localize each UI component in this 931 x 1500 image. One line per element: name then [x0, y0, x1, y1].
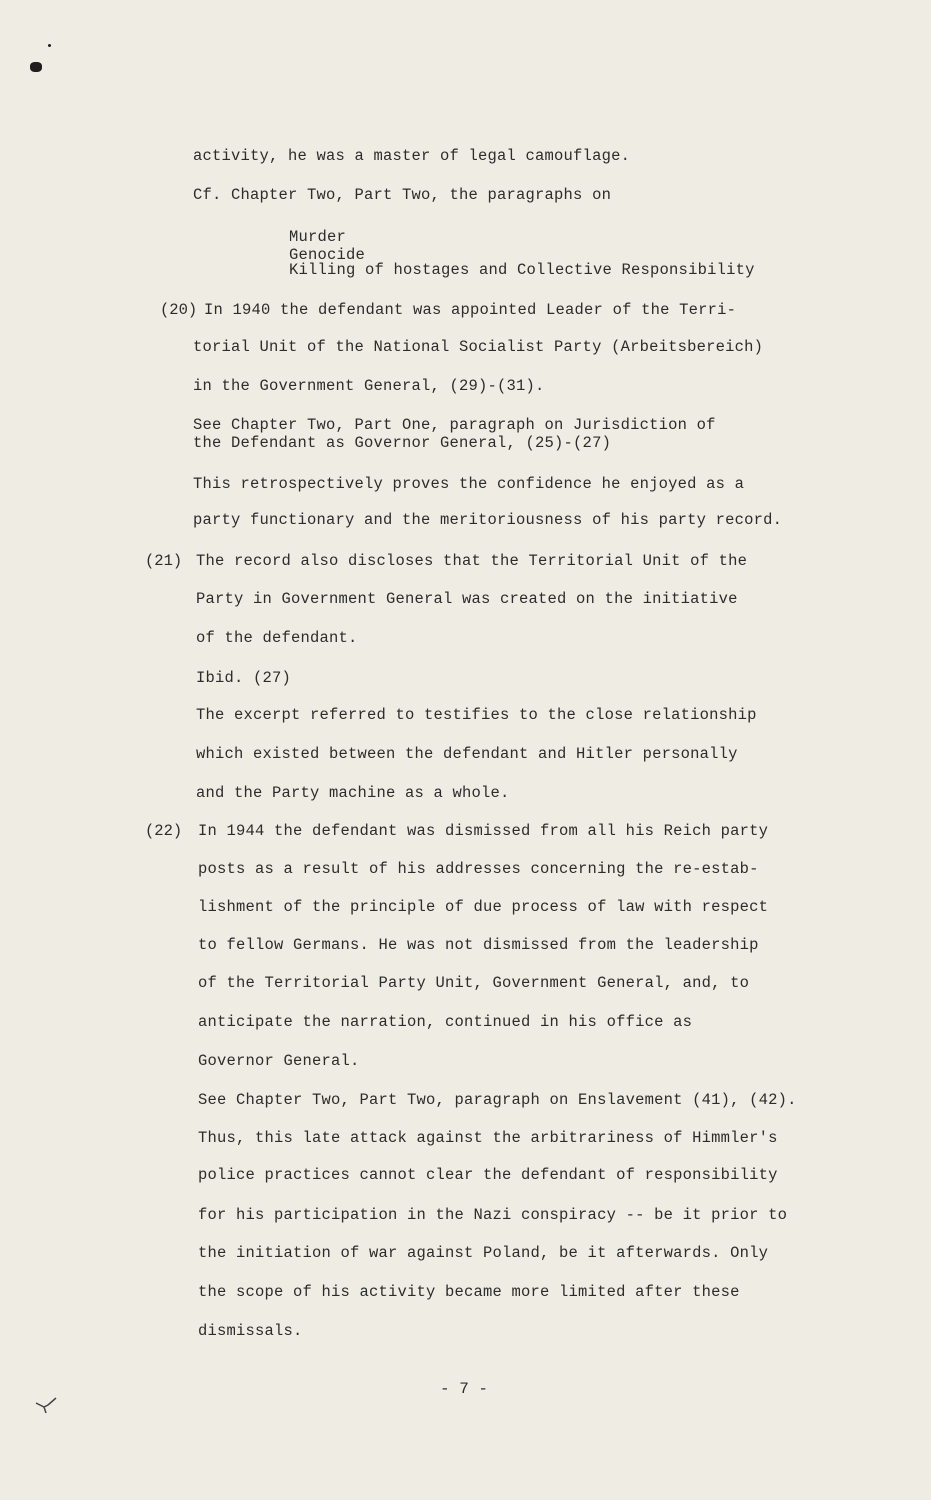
text-line: See Chapter Two, Part Two, paragraph on Enslavement (41), (42). — [198, 1091, 797, 1109]
text-line: posts as a result of his addresses concerning the re-estab- — [198, 860, 759, 878]
text-line: dismissals. — [198, 1322, 303, 1340]
paragraph-number: (20) — [160, 301, 198, 319]
list-item: Genocide — [289, 246, 366, 264]
text-line: the Defendant as Governor General, (25)-(27) — [193, 434, 612, 452]
page-number: - 7 - — [440, 1380, 489, 1398]
paragraph-number: (22) — [145, 822, 183, 840]
text-line: Cf. Chapter Two, Part Two, the paragraphs on — [193, 186, 612, 204]
text-line: torial Unit of the National Socialist Party (Arbeitsbereich) — [193, 338, 764, 356]
text-line: of the Territorial Party Unit, Government General, and, to — [198, 974, 750, 992]
text-line: and the Party machine as a whole. — [196, 784, 510, 802]
text-line: of the defendant. — [196, 629, 358, 647]
text-line: party functionary and the meritoriousness of his party record. — [193, 511, 783, 529]
ink-dot-mark — [48, 44, 51, 47]
list-item: Murder — [289, 228, 347, 246]
text-line: Ibid. (27) — [196, 669, 292, 687]
text-line: Thus, this late attack against the arbitrariness of Himmler's — [198, 1129, 778, 1147]
text-line: anticipate the narration, continued in his office as — [198, 1013, 693, 1031]
text-line: for his participation in the Nazi conspiracy -- be it prior to — [198, 1206, 788, 1224]
ink-blot-mark — [30, 62, 42, 72]
text-line: to fellow Germans. He was not dismissed from the leadership — [198, 936, 759, 954]
text-line: See Chapter Two, Part One, paragraph on Jurisdiction of — [193, 416, 716, 434]
text-line: which existed between the defendant and Hitler personally — [196, 745, 738, 763]
paragraph-number: (21) — [145, 552, 183, 570]
text-line: This retrospectively proves the confidence he enjoyed as a — [193, 475, 745, 493]
text-line: the scope of his activity became more limited after these — [198, 1283, 740, 1301]
text-line: The record also discloses that the Territorial Unit of the — [196, 552, 748, 570]
text-line: Party in Government General was created on the initiative — [196, 590, 738, 608]
text-line: Governor General. — [198, 1052, 360, 1070]
text-line: activity, he was a master of legal camouflage. — [193, 147, 631, 165]
pencil-tick-mark — [34, 1395, 60, 1415]
text-line: police practices cannot clear the defendant of responsibility — [198, 1166, 778, 1184]
text-line: In 1940 the defendant was appointed Leader of the Terri- — [204, 301, 737, 319]
text-line: the initiation of war against Poland, be it afterwards. Only — [198, 1244, 769, 1262]
list-item: Killing of hostages and Collective Responsibility — [289, 261, 755, 279]
text-line: lishment of the principle of due process of law with respect — [198, 898, 769, 916]
text-line: The excerpt referred to testifies to the close relationship — [196, 706, 757, 724]
text-line: in the Government General, (29)-(31). — [193, 377, 545, 395]
text-line: In 1944 the defendant was dismissed from all his Reich party — [198, 822, 769, 840]
